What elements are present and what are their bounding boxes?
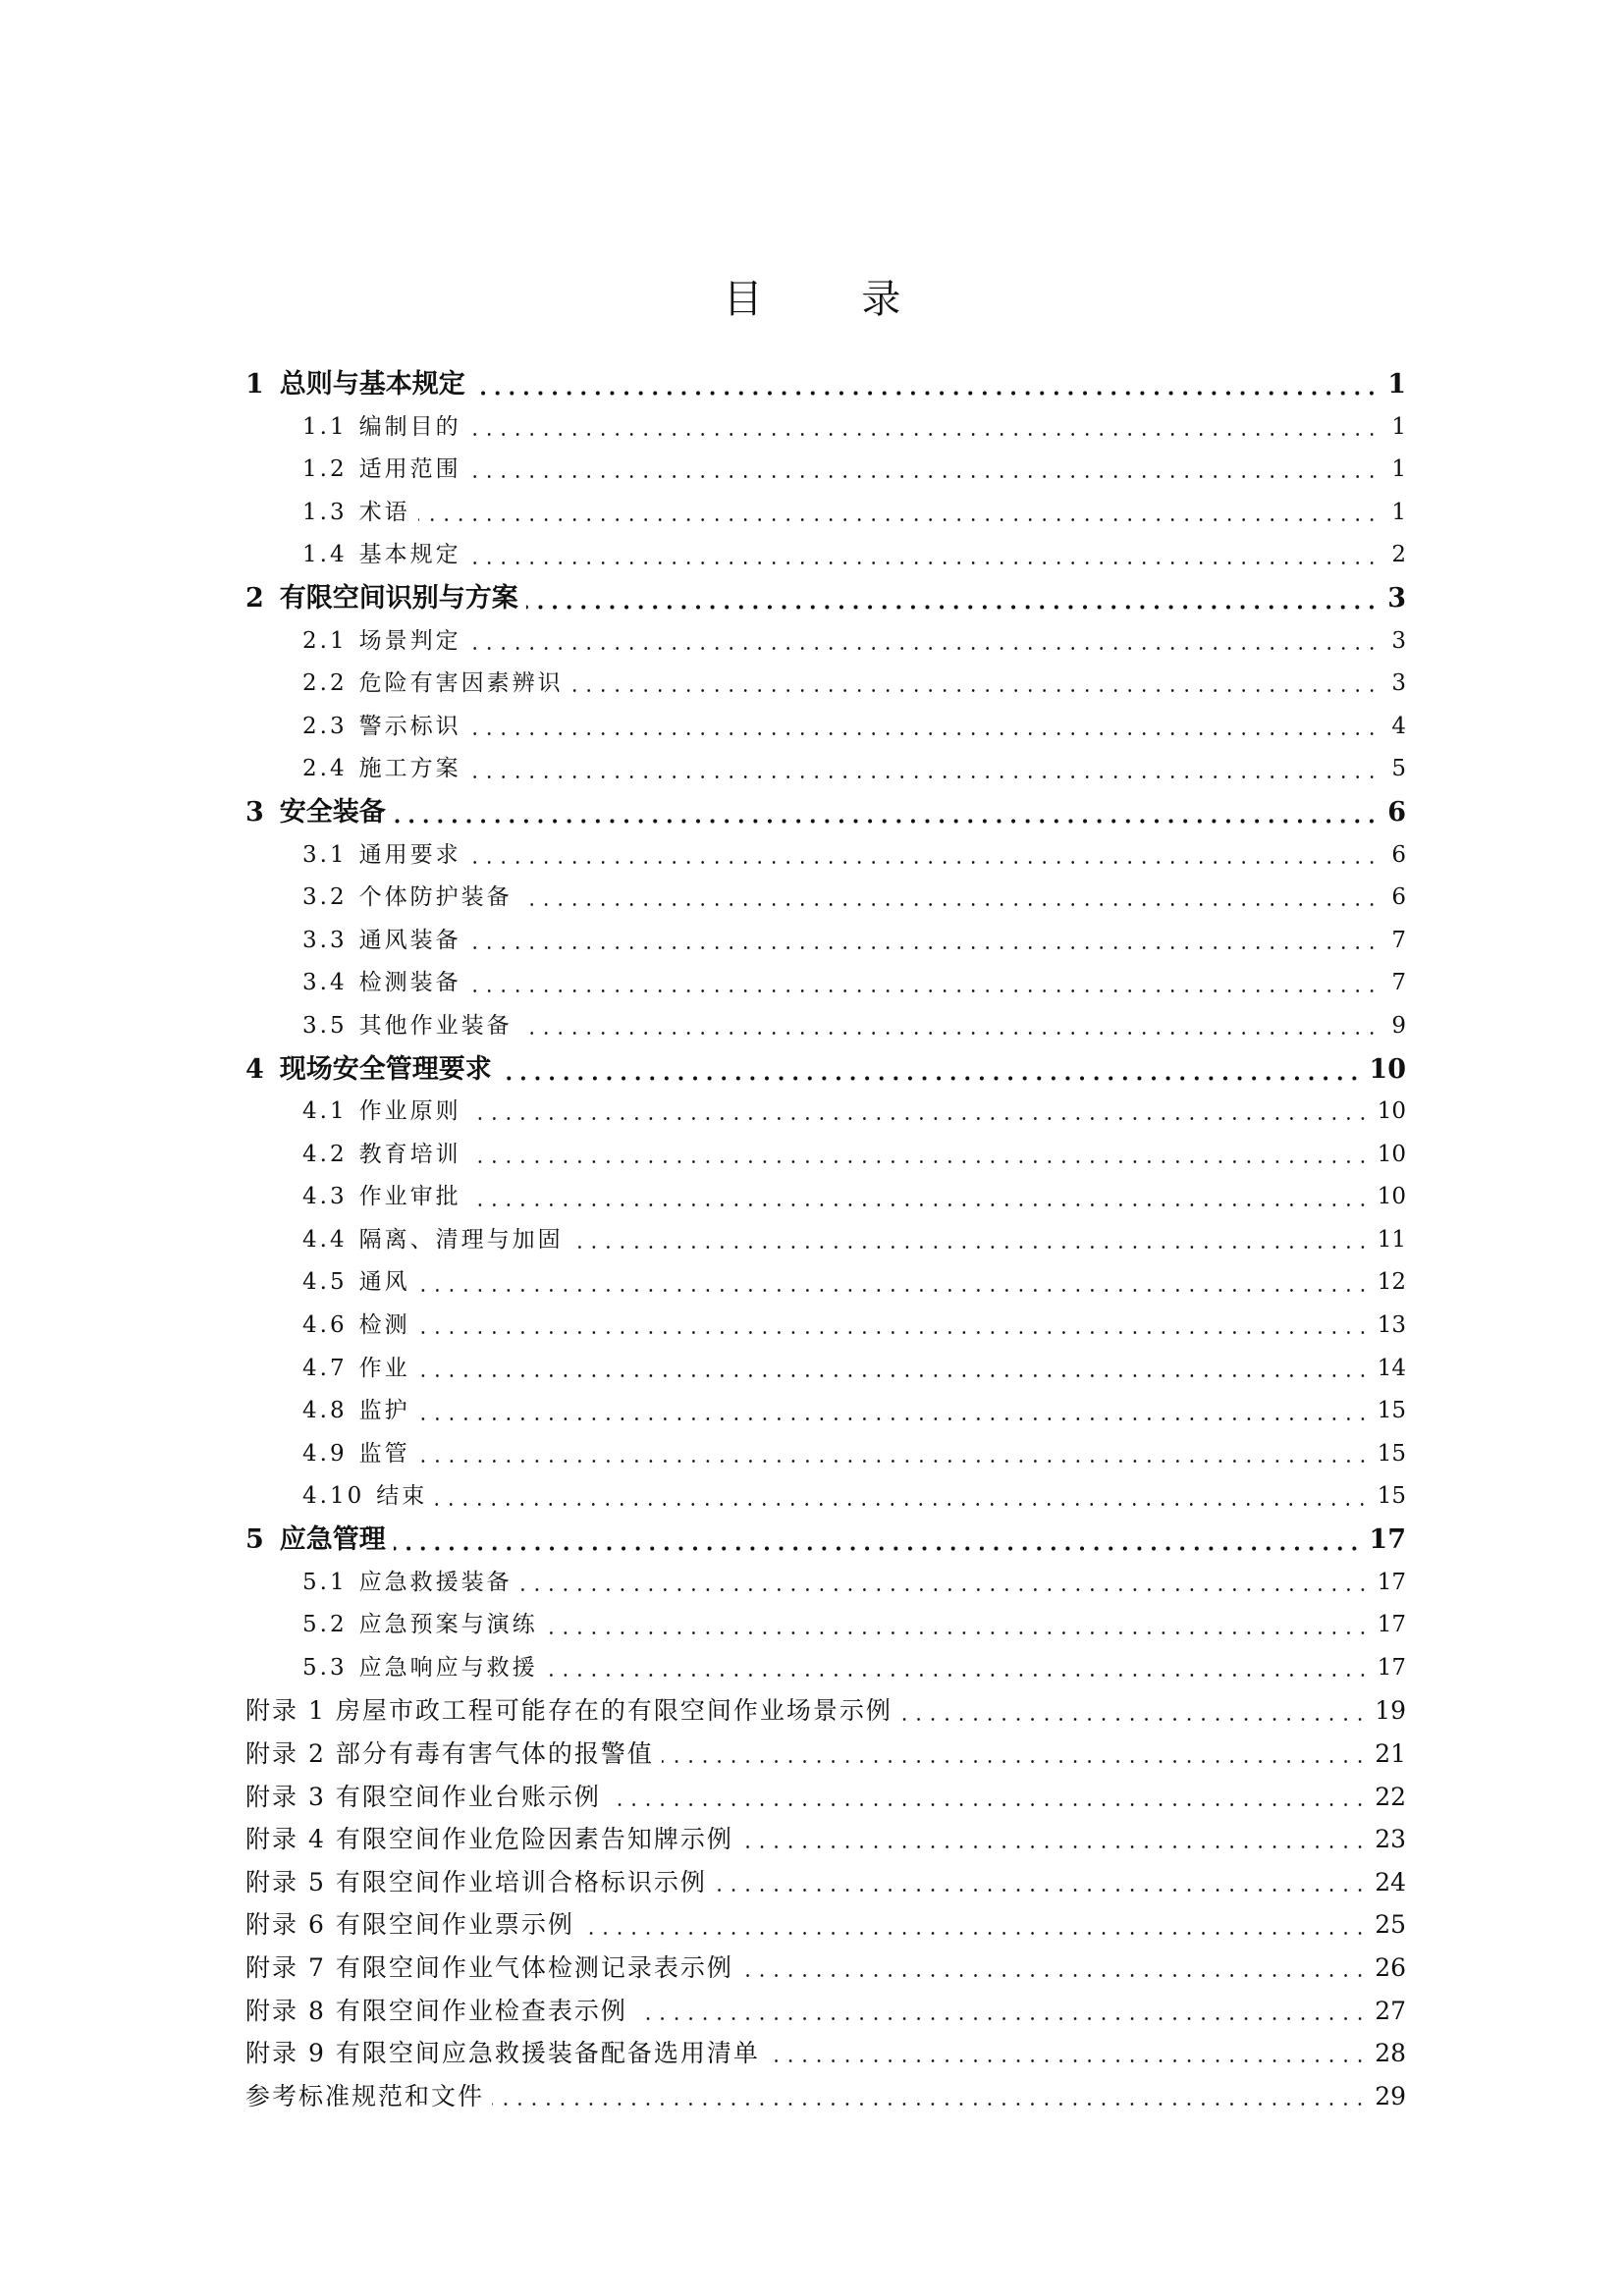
toc-page-number: 19: [1375, 1696, 1406, 1726]
toc-page-number: 12: [1377, 1269, 1406, 1296]
toc-entry-label: 参考标准规范和文件: [245, 2081, 485, 2110]
toc-entry-label: 隔离、清理与加固: [358, 1226, 564, 1253]
toc-section-entry[interactable]: [245, 1475, 1406, 1519]
toc-entry-number: 4.6: [302, 1312, 348, 1339]
dot-leader: [418, 1314, 1370, 1337]
dot-leader: [741, 1955, 1367, 1980]
toc-page-number: 15: [1377, 1440, 1406, 1467]
toc-section-entry[interactable]: [245, 406, 1406, 450]
toc-entry-number: 5.2: [302, 1612, 348, 1638]
toc-entry-label: 应急救援装备: [358, 1569, 513, 1595]
toc-section-entry[interactable]: [245, 748, 1406, 791]
toc-entry-label: 适用范围: [358, 456, 461, 483]
toc-entry-number: 4.5: [302, 1269, 348, 1296]
toc-entry-label: 编制目的: [358, 413, 461, 440]
toc-section-entry[interactable]: [245, 1134, 1406, 1177]
dot-leader: [520, 1015, 1379, 1038]
toc-section-entry[interactable]: [245, 834, 1406, 878]
toc-entry-label: 作业原则: [358, 1098, 461, 1125]
toc-entry-number: 附录 2: [245, 1739, 326, 1768]
toc-page-number: 4: [1391, 713, 1406, 739]
toc-entry-number: 附录 3: [245, 1782, 326, 1811]
toc-section-entry[interactable]: [245, 1219, 1406, 1262]
toc-page-number: 11: [1377, 1226, 1406, 1253]
dot-leader: [582, 1913, 1367, 1938]
toc-page-number: 3: [1391, 670, 1406, 697]
dot-leader: [492, 2084, 1367, 2109]
toc-section-entry[interactable]: [245, 663, 1406, 706]
toc-page-number: 14: [1377, 1355, 1406, 1381]
toc-section-entry[interactable]: [245, 962, 1406, 1005]
toc-entry-label: 作业: [358, 1355, 410, 1381]
toc-entry-label: 有限空间作业培训合格标识示例: [335, 1867, 707, 1896]
toc-section-entry[interactable]: [245, 449, 1406, 492]
toc-entry-label: 个体防护装备: [358, 884, 513, 911]
toc-entry-label: 通风装备: [358, 927, 461, 953]
toc-entry-label: 其他作业装备: [358, 1012, 513, 1039]
dot-leader: [520, 1572, 1370, 1594]
dot-leader: [715, 1870, 1367, 1895]
toc-entry-label: 场景判定: [358, 627, 461, 654]
toc-entry-number: 3.4: [302, 970, 348, 996]
toc-section-entry[interactable]: [245, 1005, 1406, 1048]
toc-entry-label: 部分有毒有害气体的报警值: [335, 1739, 654, 1768]
dot-leader: [469, 458, 1379, 481]
toc-entry-number: 附录 6: [245, 1910, 326, 1940]
dot-leader: [418, 1272, 1370, 1295]
toc-section-entry[interactable]: [245, 1562, 1406, 1605]
toc-entry-label: 有限空间应急救援装备配备选用清单: [335, 2039, 760, 2068]
toc-page-number: 15: [1377, 1483, 1406, 1510]
toc-section-entry[interactable]: [245, 1433, 1406, 1476]
toc-section-entry[interactable]: [245, 877, 1406, 920]
toc-appendix-entry[interactable]: [245, 1990, 1406, 2033]
toc-entry-number: 5.1: [302, 1569, 348, 1595]
toc-entry-number: 附录 4: [245, 1825, 326, 1854]
toc-page-number: 17: [1369, 1524, 1406, 1556]
toc-section-entry[interactable]: [245, 706, 1406, 749]
toc-entry-label: 警示标识: [358, 713, 461, 739]
toc-entry-number: 3.2: [302, 884, 348, 911]
toc-page-number: 13: [1377, 1312, 1406, 1339]
page-title: 目 录: [723, 276, 945, 322]
toc-entry-number: 4.4: [302, 1226, 348, 1253]
toc-page-number: 15: [1377, 1398, 1406, 1424]
toc-page-number: 26: [1375, 1952, 1406, 1982]
toc-entry-number: 4: [245, 1053, 264, 1085]
toc-page-number: 10: [1377, 1184, 1406, 1210]
toc-page-number: 10: [1369, 1053, 1406, 1085]
toc-section-entry[interactable]: [245, 1390, 1406, 1433]
dot-leader: [394, 1526, 1362, 1553]
toc-entry-label: 教育培训: [358, 1141, 461, 1167]
toc-entry-number: 2.3: [302, 713, 348, 739]
toc-entry-label: 有限空间作业危险因素告知牌示例: [335, 1825, 733, 1854]
toc-entry-number: 2: [245, 582, 264, 614]
toc-entry-label: 应急响应与救援: [358, 1654, 538, 1681]
toc-page-number: 3: [1391, 627, 1406, 654]
dot-leader: [662, 1741, 1367, 1766]
toc-entry-number: 附录 5: [245, 1867, 326, 1896]
dot-leader: [546, 1657, 1370, 1680]
toc-entry-label: 安全装备: [279, 796, 386, 828]
dot-leader: [741, 1827, 1367, 1851]
toc-page-number: 6: [1391, 884, 1406, 911]
dot-leader: [635, 1999, 1367, 2023]
toc-entry-label: 术语: [358, 499, 410, 525]
dot-leader: [469, 973, 1379, 995]
toc-section-entry[interactable]: [245, 534, 1406, 577]
toc-entry-number: 1.4: [302, 542, 348, 568]
toc-appendix-entry[interactable]: [245, 1903, 1406, 1947]
toc-page-number: 10: [1377, 1098, 1406, 1125]
toc-section-entry[interactable]: [245, 920, 1406, 963]
toc-entry-number: 3: [245, 796, 264, 828]
dot-leader: [469, 759, 1379, 781]
toc-entry-number: 1.3: [302, 499, 348, 525]
toc-entry-label: 有限空间作业检查表示例: [335, 1996, 627, 2025]
dot-leader: [394, 799, 1379, 826]
toc-entry-number: 3.3: [302, 927, 348, 953]
toc-page-number: 17: [1377, 1612, 1406, 1638]
toc-entry-label: 有限空间识别与方案: [279, 582, 518, 614]
toc-entry-label: 有限空间作业气体检测记录表示例: [335, 1952, 733, 1982]
toc-entry-label: 监护: [358, 1398, 410, 1424]
toc-entry-number: 附录 9: [245, 2039, 326, 2068]
toc-page-number: 1: [1391, 499, 1406, 525]
toc-entry-label: 结束: [376, 1483, 428, 1510]
toc-chapter-entry[interactable]: [245, 577, 1406, 620]
dot-leader: [418, 1358, 1370, 1380]
toc-appendix-entry[interactable]: [245, 2032, 1406, 2075]
dot-leader: [768, 2041, 1367, 2065]
toc-entry-number: 4.8: [302, 1398, 348, 1424]
toc-appendix-entry[interactable]: [245, 1733, 1406, 1776]
dot-leader: [469, 1187, 1370, 1209]
toc-page-number: 1: [1387, 369, 1406, 400]
toc-entry-number: 3.1: [302, 841, 348, 868]
dot-leader: [469, 1144, 1370, 1166]
toc-page-number: 6: [1387, 796, 1406, 828]
dot-leader: [435, 1486, 1370, 1509]
toc-entry-label: 检测: [358, 1312, 410, 1339]
toc-section-entry[interactable]: [245, 492, 1406, 535]
dot-leader: [546, 1615, 1370, 1637]
dot-leader: [418, 502, 1379, 524]
toc-entry-number: 4.10: [302, 1483, 365, 1510]
toc-entry-number: 5.3: [302, 1654, 348, 1681]
toc-entry-label: 有限空间作业台账示例: [335, 1782, 601, 1811]
dot-leader: [571, 672, 1379, 695]
toc-page-number: 29: [1375, 2081, 1406, 2110]
toc-entry-number: 附录 1: [245, 1696, 326, 1726]
toc-page-number: 1: [1391, 413, 1406, 440]
toc-appendix-entry[interactable]: [245, 1947, 1406, 1990]
dot-leader: [469, 1100, 1370, 1123]
toc-page-number: 2: [1391, 542, 1406, 568]
toc-page-number: 7: [1391, 927, 1406, 953]
toc-entry-label: 施工方案: [358, 756, 461, 782]
toc-entry-label: 检测装备: [358, 970, 461, 996]
toc-entry-number: 1: [245, 369, 264, 400]
toc-chapter-entry[interactable]: [245, 1519, 1406, 1562]
toc-page-number: 28: [1375, 2039, 1406, 2068]
dot-leader: [469, 630, 1379, 653]
toc-appendix-entry[interactable]: [245, 2075, 1406, 2118]
toc-entry-number: 2.1: [302, 627, 348, 654]
toc-entry-number: 4.2: [302, 1141, 348, 1167]
toc-entry-number: 4.9: [302, 1440, 348, 1467]
toc-entry-label: 现场安全管理要求: [279, 1053, 492, 1085]
toc-appendix-entry[interactable]: [245, 1776, 1406, 1819]
toc-appendix-entry[interactable]: [245, 1689, 1406, 1733]
dot-leader: [469, 844, 1379, 867]
toc-entry-label: 总则与基本规定: [279, 369, 465, 400]
toc-entry-number: 4.7: [302, 1355, 348, 1381]
toc-entry-number: 4.1: [302, 1098, 348, 1125]
toc-entry-label: 作业审批: [358, 1184, 461, 1210]
dot-leader: [418, 1401, 1370, 1423]
toc-section-entry[interactable]: [245, 1647, 1406, 1690]
toc-entry-label: 通风: [358, 1269, 410, 1296]
dot-leader: [520, 886, 1379, 909]
toc-section-entry[interactable]: [245, 1348, 1406, 1391]
toc-entry-number: 附录 8: [245, 1996, 326, 2025]
toc-page-number: 7: [1391, 970, 1406, 996]
toc-page-number: 21: [1375, 1739, 1406, 1768]
toc-page-number: 24: [1375, 1867, 1406, 1896]
toc-chapter-entry[interactable]: [245, 791, 1406, 834]
dot-leader: [473, 371, 1379, 398]
toc-entry-number: 1.2: [302, 456, 348, 483]
toc-page-number: 25: [1375, 1910, 1406, 1940]
toc-entry-number: 5: [245, 1524, 264, 1556]
toc-section-entry[interactable]: [245, 1176, 1406, 1219]
toc-entry-number: 1.1: [302, 413, 348, 440]
dot-leader: [609, 1785, 1367, 1809]
toc-section-entry[interactable]: [245, 1091, 1406, 1134]
toc-chapter-entry[interactable]: [245, 363, 1406, 406]
toc-page-number: 22: [1375, 1782, 1406, 1811]
toc-section-entry[interactable]: [245, 1305, 1406, 1348]
toc-appendix-entry[interactable]: [245, 1861, 1406, 1904]
toc-appendix-entry[interactable]: [245, 1818, 1406, 1861]
toc-entry-number: 2.4: [302, 756, 348, 782]
toc-page-number: 1: [1391, 456, 1406, 483]
dot-leader: [469, 416, 1379, 439]
toc-page-number: 3: [1387, 582, 1406, 614]
dot-leader: [469, 716, 1379, 738]
toc-section-entry[interactable]: [245, 620, 1406, 664]
toc-chapter-entry[interactable]: [245, 1048, 1406, 1092]
toc-entry-label: 有限空间作业票示例: [335, 1910, 574, 1940]
toc-entry-label: 基本规定: [358, 542, 461, 568]
toc-page-number: 27: [1375, 1996, 1406, 2025]
dot-leader: [418, 1443, 1370, 1466]
toc-page-number: 17: [1377, 1654, 1406, 1681]
dot-leader: [500, 1056, 1362, 1083]
toc-entry-label: 房屋市政工程可能存在的有限空间作业场景示例: [335, 1696, 893, 1726]
toc-entry-number: 4.3: [302, 1184, 348, 1210]
toc-entry-number: 2.2: [302, 670, 348, 697]
toc-page-number: 23: [1375, 1825, 1406, 1854]
table-of-contents: [245, 363, 1406, 2117]
toc-page-number: 9: [1391, 1012, 1406, 1039]
dot-leader: [469, 930, 1379, 952]
toc-section-entry[interactable]: [245, 1604, 1406, 1647]
toc-page-number: 6: [1391, 841, 1406, 868]
toc-section-entry[interactable]: [245, 1261, 1406, 1305]
toc-page-number: 10: [1377, 1141, 1406, 1167]
dot-leader: [526, 585, 1379, 612]
toc-entry-label: 应急预案与演练: [358, 1612, 538, 1638]
toc-entry-number: 3.5: [302, 1012, 348, 1039]
toc-entry-number: 附录 7: [245, 1952, 326, 1982]
toc-entry-label: 危险有害因素辨识: [358, 670, 564, 697]
toc-entry-label: 通用要求: [358, 841, 461, 868]
dot-leader: [571, 1229, 1370, 1252]
toc-entry-label: 应急管理: [279, 1524, 386, 1556]
toc-page-number: 17: [1377, 1569, 1406, 1595]
dot-leader: [900, 1699, 1367, 1724]
toc-page-number: 5: [1391, 756, 1406, 782]
dot-leader: [469, 545, 1379, 567]
toc-entry-label: 监管: [358, 1440, 410, 1467]
